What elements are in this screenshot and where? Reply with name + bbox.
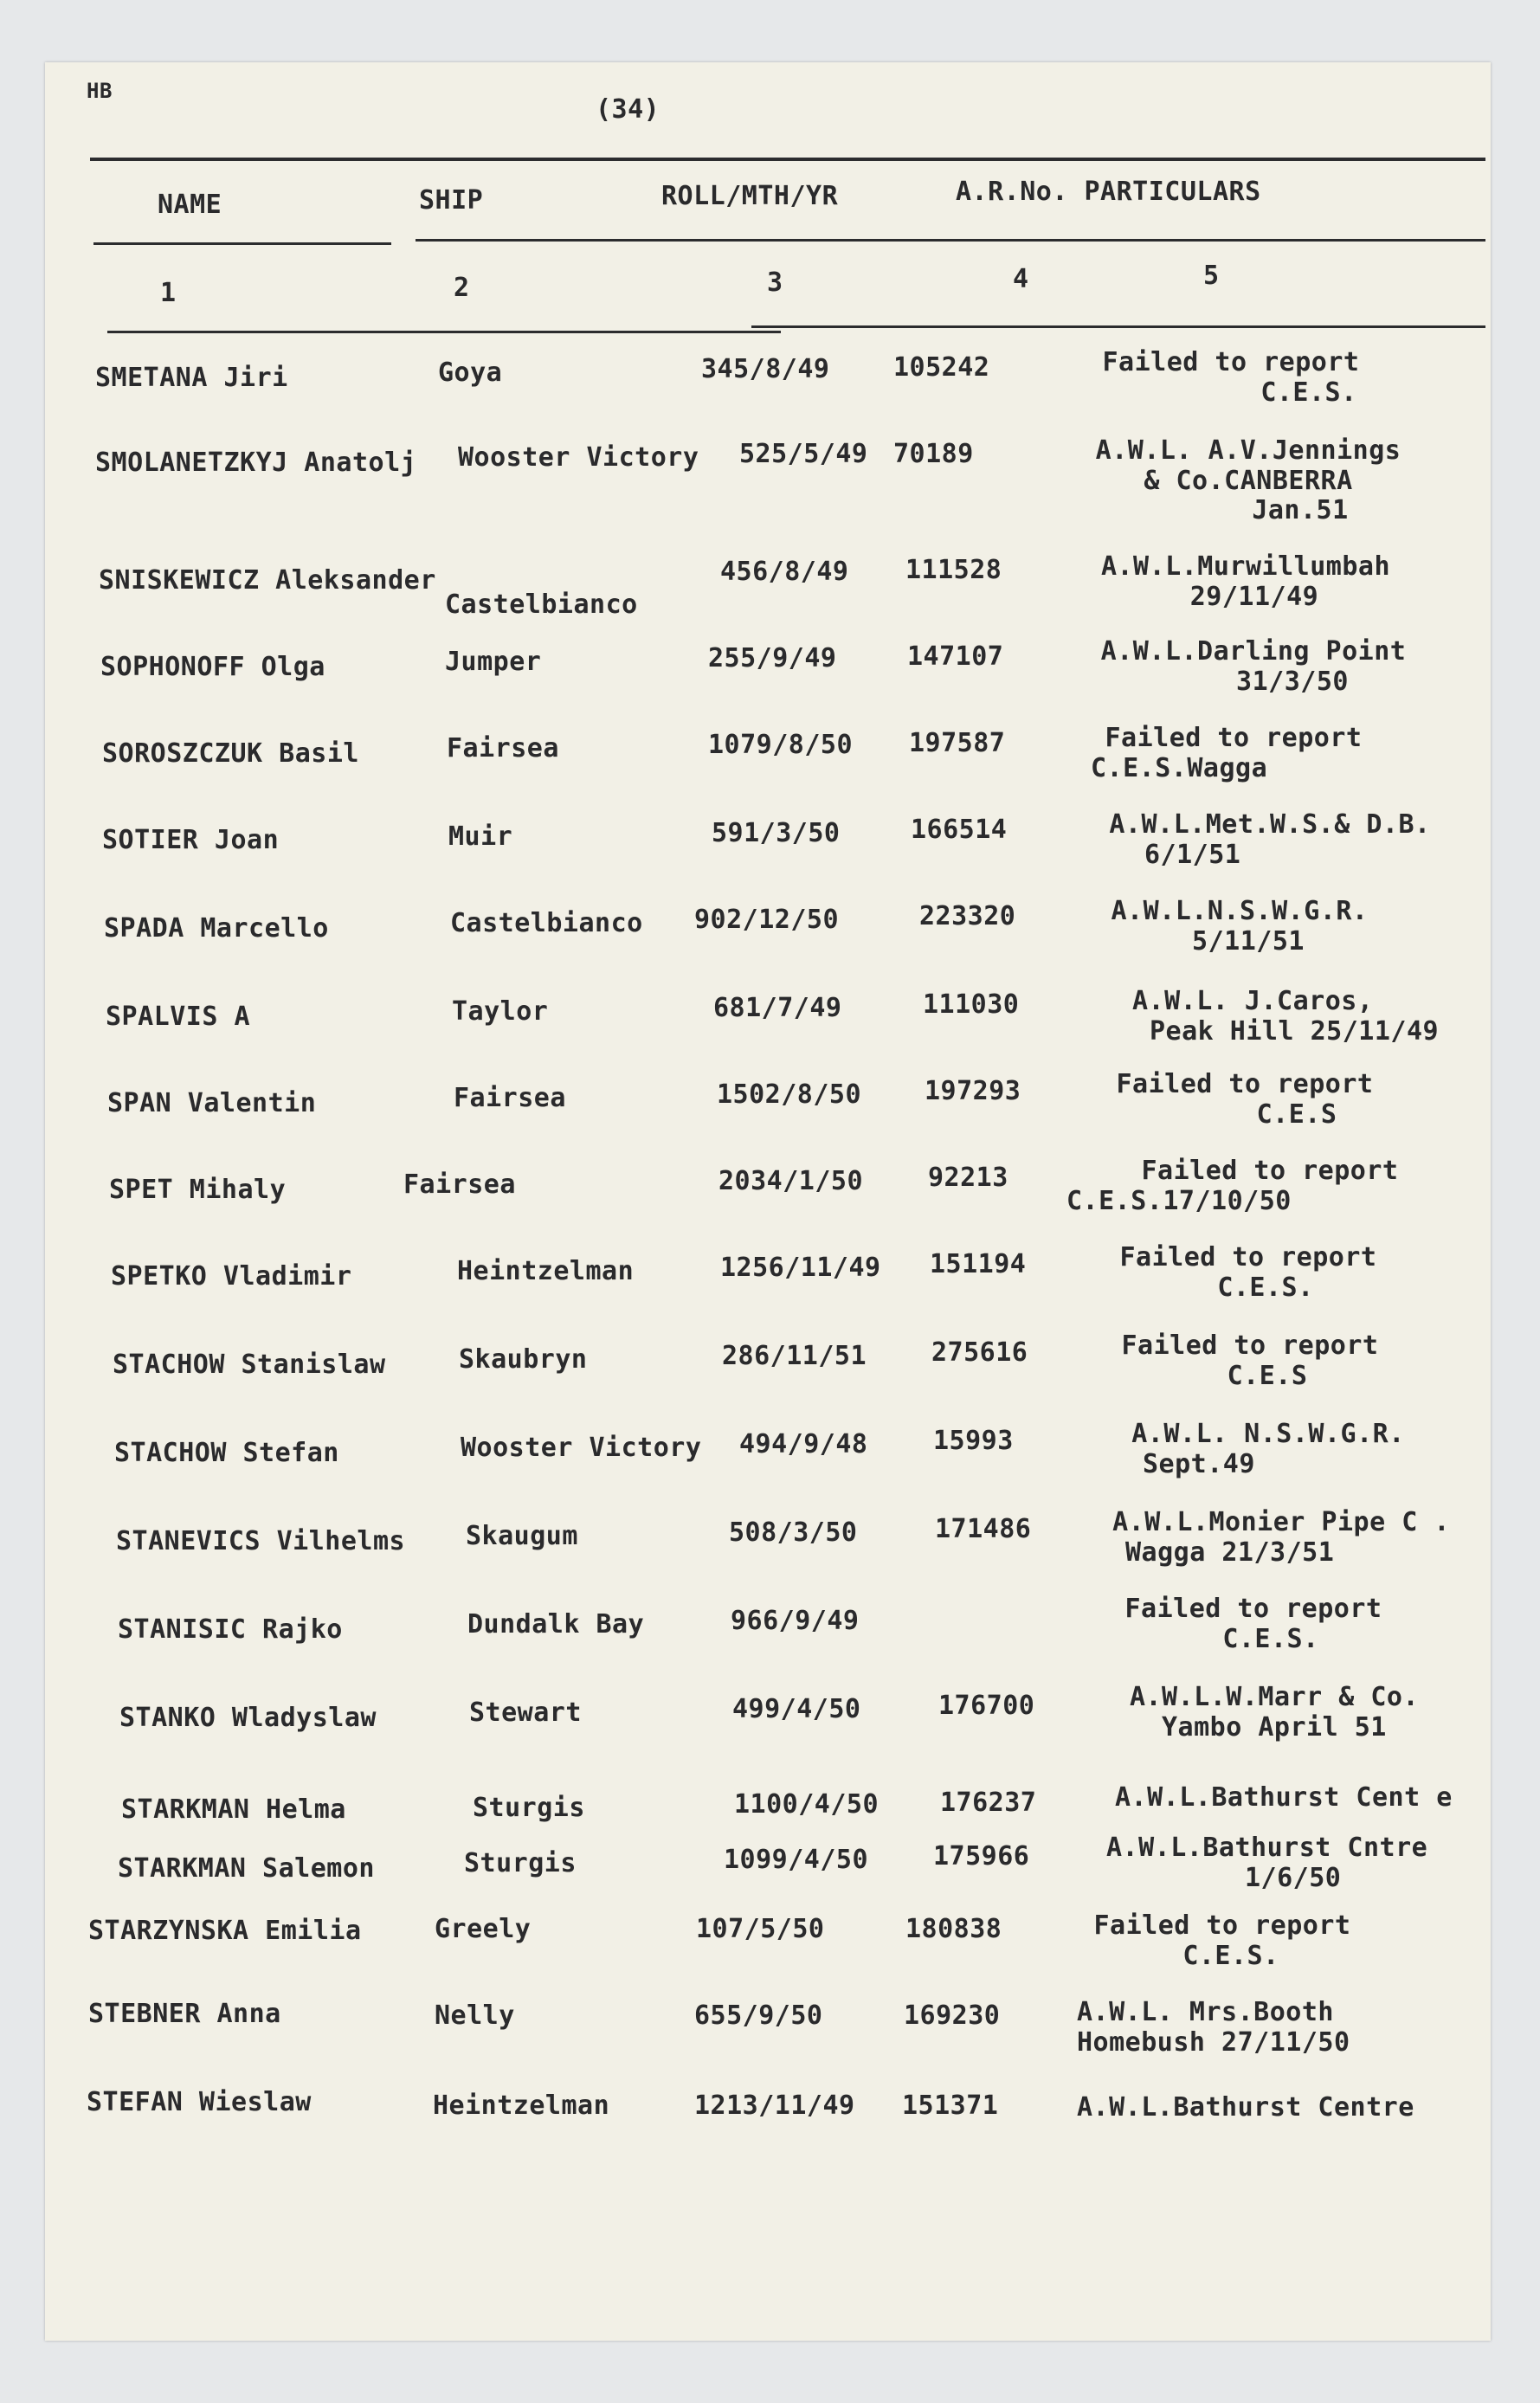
particulars-line: C.E.S.17/10/50 <box>1066 1185 1292 1216</box>
entry-ship: Goya <box>438 358 503 388</box>
entry-roll: 1256/11/49 <box>720 1253 881 1283</box>
entry-roll: 1213/11/49 <box>694 2091 855 2121</box>
entry-ar-number: 197587 <box>909 728 1006 758</box>
entry-roll: 681/7/49 <box>713 993 842 1023</box>
particulars-line: A.W.L. A.V.Jennings <box>1095 435 1401 466</box>
entry-name: SMETANA Jiri <box>95 363 288 393</box>
particulars-line: A.W.L.Bathurst Cent e <box>1115 1782 1453 1813</box>
entry-name: SMOLANETZKYJ Anatolj <box>95 448 417 478</box>
particulars-line: C.E.S <box>1227 1360 1308 1391</box>
entry-roll: 525/5/49 <box>739 439 868 469</box>
header-ar-particulars: A.R.No. PARTICULARS <box>956 177 1261 207</box>
particulars-line: Yambo April 51 <box>1162 1711 1387 1743</box>
entry-particulars <box>1098 986 1440 1047</box>
entry-name: STARKMAN Salemon <box>118 1853 375 1884</box>
entry-ar-number: 223320 <box>919 901 1016 931</box>
particulars-line: A.W.L. N.S.W.G.R. <box>1131 1419 1405 1449</box>
entry-name: SPAN Valentin <box>107 1088 317 1118</box>
document-page <box>45 62 1491 2341</box>
entry-ship: Castelbianco <box>445 589 638 620</box>
entry-ar-number: 176700 <box>938 1691 1035 1721</box>
col-number-2: 2 <box>454 273 470 303</box>
entry-particulars <box>1103 1331 1397 1391</box>
entry-ar-number: 15993 <box>933 1426 1014 1456</box>
page-number: (34) <box>596 94 660 125</box>
entry-roll: 456/8/49 <box>720 557 849 587</box>
entry-particulars <box>1110 1683 1439 1743</box>
particulars-line: Homebush 27/11/50 <box>1077 2026 1350 2058</box>
entry-ship: Taylor <box>452 996 549 1027</box>
entry-ship: Muir <box>448 821 513 852</box>
entry-name: STARKMAN Helma <box>121 1794 346 1825</box>
particulars-line: A.W.L.Darling Point <box>1100 636 1407 667</box>
entry-roll: 345/8/49 <box>701 354 830 384</box>
particulars-line: C.E.S. <box>1222 1623 1319 1654</box>
header-name: NAME <box>158 190 222 220</box>
entry-particulars <box>1091 724 1376 783</box>
entry-roll: 255/9/49 <box>708 643 837 673</box>
entry-name: STACHOW Stefan <box>114 1438 339 1468</box>
subheader-rule-right <box>751 325 1485 328</box>
entry-ship: Wooster Victory <box>461 1433 702 1463</box>
entry-particulars <box>1089 637 1418 697</box>
entry-roll: 494/9/48 <box>739 1429 868 1459</box>
particulars-line: A.W.L.W.Marr & Co. <box>1129 1682 1420 1712</box>
entry-ship: Heintzelman <box>433 2091 610 2121</box>
entry-ship: Greely <box>435 1914 532 1944</box>
particulars-line: 31/3/50 <box>1236 666 1349 697</box>
entry-ship: Heintzelman <box>457 1256 635 1286</box>
entry-roll: 655/9/50 <box>694 2000 823 2031</box>
entry-ar-number: 171486 <box>935 1514 1032 1544</box>
col-number-3: 3 <box>767 267 783 298</box>
particulars-line: Sept.49 <box>1143 1448 1255 1479</box>
col-number-4: 4 <box>1013 264 1029 294</box>
entry-roll: 966/9/49 <box>731 1606 860 1636</box>
entry-ship: Dundalk Bay <box>467 1609 645 1640</box>
entry-particulars <box>1084 348 1378 408</box>
entry-particulars <box>1077 1998 1406 2058</box>
particulars-line: & Co.CANBERRA <box>1144 465 1353 496</box>
entry-name: SPET Mihaly <box>109 1175 287 1205</box>
entry-name: SPADA Marcello <box>104 913 329 944</box>
entry-ar-number: 180838 <box>905 1914 1002 1944</box>
entry-roll: 107/5/50 <box>696 1914 825 1944</box>
entry-ar-number: 166514 <box>911 815 1008 845</box>
entry-ship: Skaubryn <box>459 1344 588 1375</box>
entry-roll: 1079/8/50 <box>708 730 854 760</box>
entry-particulars <box>1075 1911 1369 1971</box>
entry-roll: 591/3/50 <box>712 818 841 848</box>
subheader-rule-left <box>107 331 781 333</box>
entry-ship: Stewart <box>469 1698 582 1728</box>
entry-roll: 499/4/50 <box>732 1694 861 1724</box>
top-rule <box>90 158 1485 161</box>
particulars-line: A.W.L.Murwillumbah <box>1100 551 1391 582</box>
entry-particulars <box>1077 2093 1423 2123</box>
entry-roll: 902/12/50 <box>694 905 840 935</box>
particulars-line: C.E.S. <box>1217 1272 1314 1303</box>
entry-ship: Skaugum <box>466 1521 578 1551</box>
entry-ar-number: 176237 <box>940 1788 1037 1818</box>
entry-name: SPALVIS A <box>106 1002 251 1032</box>
particulars-line: Jan.51 <box>1252 495 1349 525</box>
entry-particulars <box>1092 810 1447 870</box>
particulars-line: Peak Hill 25/11/49 <box>1150 1015 1440 1047</box>
entry-name: STEBNER Anna <box>88 1999 281 2029</box>
entry-ar-number: 105242 <box>893 352 990 383</box>
entry-particulars <box>1084 436 1413 526</box>
entry-ship: Fairsea <box>447 733 559 763</box>
header-ship: SHIP <box>419 185 484 216</box>
particulars-line: Failed to report <box>1102 347 1360 377</box>
entry-ship: Wooster Victory <box>458 442 699 473</box>
entry-particulars <box>1115 1782 1453 1814</box>
particulars-line: 1/6/50 <box>1245 1862 1342 1893</box>
entry-ar-number: 169230 <box>904 2000 1001 2031</box>
entry-name: STARZYNSKA Emilia <box>88 1916 362 1946</box>
entry-name: STEFAN Wieslaw <box>87 2087 312 2117</box>
entry-particulars <box>1108 1420 1428 1479</box>
entry-particulars <box>1098 1070 1392 1130</box>
particulars-line: A.W.L.Monier Pipe C . <box>1112 1507 1450 1537</box>
particulars-line: A.W.L.Met.W.S.& D.B. <box>1109 809 1431 840</box>
entry-ship: Sturgis <box>464 1848 577 1878</box>
entry-ar-number: 147107 <box>907 641 1004 672</box>
entry-roll: 2034/1/50 <box>718 1166 864 1196</box>
entry-roll: 1099/4/50 <box>724 1845 869 1875</box>
entry-ar-number: 151194 <box>930 1249 1027 1279</box>
entry-particulars <box>1108 1508 1454 1568</box>
entry-ship: Fairsea <box>403 1169 516 1200</box>
entry-roll: 286/11/51 <box>722 1341 867 1371</box>
entry-name: SOPHONOFF Olga <box>100 652 325 682</box>
col-number-1: 1 <box>160 278 177 308</box>
header-roll: ROLL/MTH/YR <box>661 181 839 211</box>
entry-ar-number: 151371 <box>902 2091 999 2121</box>
entry-particulars <box>1086 552 1406 612</box>
particulars-line: 29/11/49 <box>1189 581 1319 612</box>
entry-ar-number: 111030 <box>923 989 1020 1020</box>
particulars-line: A.W.L.N.S.W.G.R. <box>1111 896 1369 926</box>
particulars-line: A.W.L. Mrs.Booth <box>1077 1997 1334 2027</box>
particulars-line: Failed to report <box>1121 1330 1379 1361</box>
particulars-line: Wagga 21/3/51 <box>1125 1537 1335 1568</box>
entry-particulars <box>1106 1833 1453 1893</box>
entry-particulars <box>1092 897 1387 957</box>
particulars-line: Failed to report <box>1119 1242 1377 1272</box>
entry-name: SOROSZCZUK Basil <box>102 738 359 769</box>
particulars-line: A.W.L.Bathurst Centre <box>1077 2092 1414 2123</box>
particulars-line: C.E.S. <box>1182 1940 1279 1971</box>
entry-ship: Jumper <box>445 647 542 677</box>
entry-particulars <box>1066 1156 1430 1216</box>
entry-name: STANEVICS Vilhelms <box>116 1526 406 1556</box>
entry-particulars <box>1101 1243 1395 1303</box>
particulars-line: 5/11/51 <box>1192 925 1305 957</box>
particulars-line: A.W.L. J.Caros, <box>1132 986 1374 1016</box>
entry-ship: Nelly <box>435 2000 515 2031</box>
entry-name: STACHOW Stanislaw <box>113 1350 386 1380</box>
entry-roll: 508/3/50 <box>729 1517 858 1548</box>
entry-particulars <box>1106 1594 1401 1654</box>
particulars-line: A.W.L.Bathurst Cntre <box>1106 1833 1428 1863</box>
particulars-line: C.E.S. <box>1260 377 1357 408</box>
entry-ar-number: 275616 <box>931 1337 1028 1368</box>
particulars-line: C.E.S <box>1256 1098 1337 1130</box>
entry-ar-number: 92213 <box>928 1163 1008 1193</box>
particulars-line: C.E.S.Wagga <box>1091 752 1268 783</box>
entry-name: STANKO Wladyslaw <box>119 1703 377 1733</box>
entry-name: SPETKO Vladimir <box>111 1261 352 1292</box>
header-rule-rest <box>416 239 1485 242</box>
entry-ar-number: 111528 <box>905 555 1002 585</box>
particulars-line: Failed to report <box>1105 723 1363 753</box>
entry-ship: Sturgis <box>473 1793 585 1823</box>
header-rule-name <box>93 242 391 245</box>
entry-ship: Fairsea <box>454 1083 566 1113</box>
particulars-line: Failed to report <box>1141 1156 1399 1186</box>
entry-name: SOTIER Joan <box>102 825 280 855</box>
particulars-line: Failed to report <box>1124 1594 1382 1624</box>
page-initials: HB <box>87 79 113 103</box>
entry-ship: Castelbianco <box>450 908 643 938</box>
entry-roll: 1502/8/50 <box>717 1079 862 1110</box>
entry-name: STANISIC Rajko <box>118 1614 343 1645</box>
entry-roll: 1100/4/50 <box>734 1789 880 1820</box>
particulars-line: Failed to report <box>1116 1069 1374 1099</box>
col-number-5: 5 <box>1203 261 1220 291</box>
entry-ar-number: 175966 <box>933 1841 1030 1872</box>
entry-name: SNISKEWICZ Aleksander <box>99 565 436 596</box>
entry-ar-number: 197293 <box>925 1076 1021 1106</box>
particulars-line: Failed to report <box>1093 1910 1351 1941</box>
particulars-line: 6/1/51 <box>1144 839 1241 870</box>
entry-ar-number: 70189 <box>893 439 974 469</box>
